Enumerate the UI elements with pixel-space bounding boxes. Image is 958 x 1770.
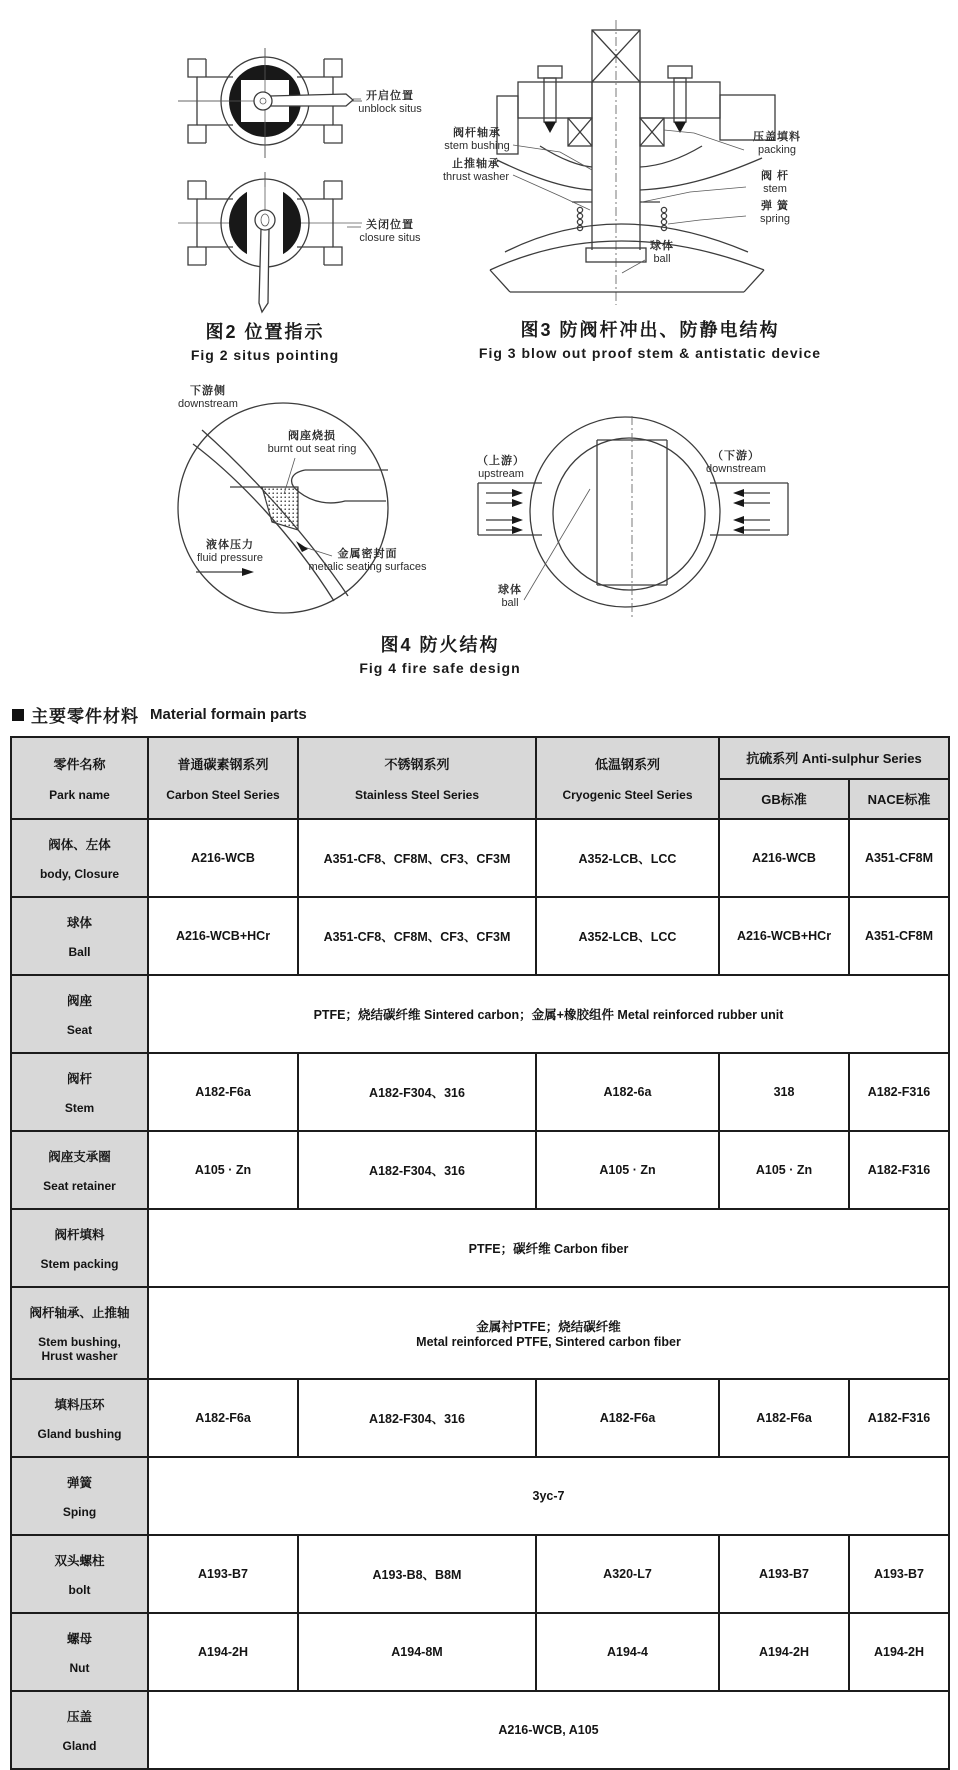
fig4-caption-en: Fig 4 fire safe design — [359, 659, 521, 676]
material-cell: A105 · Zn — [719, 1131, 849, 1209]
material-cell: A182-F304、316 — [298, 1379, 536, 1457]
open-position-label-zh: 开启位置 — [366, 90, 414, 102]
table-row-ball — [11, 897, 949, 975]
col-header-stainless-steel — [298, 737, 536, 819]
fig2-closed-position-label — [352, 219, 428, 245]
col-part-zh: 零件名称 — [53, 757, 106, 772]
material-cell: A194-8M — [298, 1613, 536, 1691]
material-cell: A351-CF8、CF8M、CF3、CF3M — [298, 897, 536, 975]
fig3-spring-label — [748, 200, 802, 226]
thrust-washer-label-zh: 止推轴承 — [452, 158, 500, 170]
part-name-cell — [11, 1691, 148, 1769]
col-stainless-zh: 不锈钢系列 — [384, 757, 450, 772]
fig4-caption-zh: 图4 防火结构 — [380, 635, 500, 655]
table-row-seat — [11, 975, 949, 1053]
fig2-position-drawing — [95, 35, 385, 325]
material-cell: A194-2H — [719, 1613, 849, 1691]
burnt-seat-ring-shape — [262, 487, 298, 530]
fig3-stem-bushing-label — [440, 127, 514, 153]
material-cell: A182-F6a — [148, 1379, 298, 1457]
burnt-seat-label-en: burnt out seat ring — [267, 443, 357, 456]
part-zh: 球体 — [66, 916, 92, 930]
closed-position-label-en: closure situs — [359, 232, 421, 245]
spring-label-zh: 弹 簧 — [760, 200, 790, 212]
part-en: body, Closure — [39, 867, 120, 881]
fig2-caption — [150, 321, 380, 364]
metal-seating-label-en: metalic seating surfaces — [308, 561, 427, 574]
part-zh: 阀杆轴承、止推轴 — [29, 1306, 130, 1320]
table-row-stem-packing — [11, 1209, 949, 1287]
stem-label-zh: 阀 杆 — [760, 170, 790, 182]
materials-table — [10, 736, 950, 1770]
fig2-open-position-label — [352, 90, 428, 116]
part-en: Sping — [62, 1505, 97, 1519]
part-en: Seat — [66, 1023, 93, 1037]
material-cell: A320-L7 — [536, 1535, 719, 1613]
table-row-nut — [11, 1613, 949, 1691]
col-cryogenic-zh: 低温钢系列 — [594, 757, 660, 772]
part-en: Seat retainer — [43, 1179, 116, 1193]
stem-label-en: stem — [763, 183, 787, 196]
col-header-nace: NACE标准 — [849, 779, 949, 819]
spring-label-en: spring — [760, 213, 790, 226]
fluid-pressure-label-en: fluid pressure — [196, 552, 264, 565]
upstream-label-en: upstream — [478, 468, 524, 481]
fig2-open-valve-drawing — [178, 48, 362, 158]
col-header-anti-sulphur: 抗硫系列 Anti-sulphur Series — [719, 737, 949, 779]
part-en: Gland bushing — [37, 1427, 122, 1441]
material-cell: A182-F6a — [719, 1379, 849, 1457]
fig2-closed-valve-drawing — [178, 172, 362, 312]
thrust-washer-label-en: thrust washer — [442, 171, 510, 184]
part-en: Ball — [68, 945, 91, 959]
material-cell: A216-WCB+HCr — [148, 897, 298, 975]
col-header-carbon-steel — [148, 737, 298, 819]
table-row-stem — [11, 1053, 949, 1131]
part-zh: 阀杆填料 — [54, 1228, 105, 1242]
material-cell: A216-WCB+HCr — [719, 897, 849, 975]
material-cell: 318 — [719, 1053, 849, 1131]
section-title-en: Material formain parts — [150, 706, 307, 723]
downstream-side-label-zh: 下游侧 — [190, 385, 226, 397]
part-name-cell — [11, 1131, 148, 1209]
fig3-packing-label — [745, 131, 809, 157]
material-cell: A182-F304、316 — [298, 1131, 536, 1209]
fig4-burnt-seat-label — [252, 430, 372, 456]
stem-bushing-label-en: stem bushing — [444, 140, 510, 153]
fig3-caption-en: Fig 3 blow out proof stem & antistatic device — [478, 344, 822, 361]
bolt-right-drawing — [668, 66, 692, 133]
material-cell: A182-F6a — [536, 1379, 719, 1457]
stem-bushing-label-zh: 阀杆轴承 — [453, 127, 501, 139]
table-row-gland-bushing — [11, 1379, 949, 1457]
materials-section-title — [12, 702, 307, 727]
fig4-ball-label-en: ball — [501, 597, 519, 610]
fig4-fluid-pressure-label — [188, 539, 272, 565]
part-name-cell — [11, 1053, 148, 1131]
col-cryogenic-en: Cryogenic Steel Series — [562, 788, 693, 802]
fig3-stem-label — [748, 170, 802, 196]
col-part-en: Park name — [49, 788, 110, 802]
fig3-ball-label-zh: 球体 — [650, 240, 674, 252]
material-cell: A182-F304、316 — [298, 1053, 536, 1131]
part-en: Stem bushing, Hrust washer — [38, 1335, 121, 1363]
part-name-cell — [11, 1613, 148, 1691]
part-en: Stem packing — [40, 1257, 119, 1271]
open-position-label-en: unblock situs — [358, 103, 422, 116]
material-cell: A182-F6a — [148, 1053, 298, 1131]
fig4-metal-seating-label — [300, 548, 435, 574]
material-cell: A351-CF8M — [849, 819, 949, 897]
downstream-label-en: downstream — [706, 463, 766, 476]
ball-leader-line — [524, 489, 590, 600]
fig3-ball-label — [640, 240, 684, 266]
fig4-upstream-label — [470, 455, 532, 481]
material-span-cell: 金属衬PTFE；烧结碳纤维 Metal reinforced PTFE, Sintered carbon fiber — [148, 1287, 949, 1379]
downstream-side-label-en: downstream — [178, 398, 238, 411]
part-name-cell — [11, 1535, 148, 1613]
table-row-bolt — [11, 1535, 949, 1613]
fig4-downstream-label — [700, 450, 772, 476]
fig3-caption-zh: 图3 防阀杆冲出、防静电结构 — [520, 320, 780, 340]
material-cell: A352-LCB、LCC — [536, 819, 719, 897]
col-header-part-name — [11, 737, 148, 819]
table-row-spring — [11, 1457, 949, 1535]
fig3-caption — [470, 319, 830, 362]
fig4-caption — [330, 634, 550, 677]
material-cell: A182-F316 — [849, 1053, 949, 1131]
part-zh: 填料压环 — [54, 1398, 105, 1412]
material-cell: A193-B7 — [148, 1535, 298, 1613]
material-span-cell: 3yc-7 — [148, 1457, 949, 1535]
col-header-cryogenic-steel — [536, 737, 719, 819]
flow-arrows-right — [733, 489, 770, 534]
material-cell: A193-B7 — [849, 1535, 949, 1613]
material-cell: A182-F316 — [849, 1131, 949, 1209]
table-row-body-closure — [11, 819, 949, 897]
fig2-caption-zh: 图2 位置指示 — [205, 322, 325, 342]
col-carbon-en: Carbon Steel Series — [166, 788, 280, 802]
part-name-cell — [11, 1287, 148, 1379]
fig4-ball-label — [488, 584, 532, 610]
part-zh: 阀座支承圈 — [48, 1150, 111, 1164]
part-zh: 阀体、左体 — [48, 838, 111, 852]
col-stainless-en: Stainless Steel Series — [354, 788, 480, 802]
material-span-cell: PTFE；烧结碳纤维 Sintered carbon；金属+橡胶组件 Metal reinforced rubber unit — [148, 975, 949, 1053]
port-outline-right — [710, 483, 788, 535]
part-en: Gland — [62, 1739, 97, 1753]
fig3-thrust-washer-label — [436, 158, 516, 184]
packing-label-zh: 压盖填料 — [753, 131, 801, 143]
part-zh: 弹簧 — [66, 1476, 92, 1490]
part-en: bolt — [68, 1583, 91, 1597]
fig4-downstream-side-label — [168, 385, 248, 411]
material-span-cell: A216-WCB, A105 — [148, 1691, 949, 1769]
packing-label-en: packing — [758, 144, 796, 157]
part-name-cell — [11, 897, 148, 975]
material-span-cell: PTFE；碳纤维 Carbon fiber — [148, 1209, 949, 1287]
material-cell: A194-2H — [148, 1613, 298, 1691]
material-cell: A194-4 — [536, 1613, 719, 1691]
table-row-gland — [11, 1691, 949, 1769]
upstream-label-zh: （上游） — [477, 455, 525, 467]
part-name-cell — [11, 1379, 148, 1457]
part-name-cell — [11, 975, 148, 1053]
material-cell: A352-LCB、LCC — [536, 897, 719, 975]
section-title-zh: 主要零件材料 — [31, 707, 139, 726]
part-name-cell — [11, 1209, 148, 1287]
metal-seating-label-zh: 金属密封面 — [337, 548, 398, 560]
part-name-cell — [11, 1457, 148, 1535]
table-row-stem-bushing — [11, 1287, 949, 1379]
bolt-left-drawing — [538, 66, 562, 133]
table-row-seat-retainer — [11, 1131, 949, 1209]
part-en: Stem — [64, 1101, 95, 1115]
part-name-cell — [11, 819, 148, 897]
material-cell: A193-B7 — [719, 1535, 849, 1613]
fig4-ball-label-zh: 球体 — [498, 584, 522, 596]
part-zh: 阀座 — [66, 994, 92, 1008]
part-zh: 双头螺柱 — [54, 1554, 105, 1568]
part-zh: 阀杆 — [66, 1072, 92, 1086]
material-cell: A182-6a — [536, 1053, 719, 1131]
bonnet-drawing — [497, 82, 775, 154]
fig3-ball-label-en: ball — [653, 253, 671, 266]
material-cell: A182-F316 — [849, 1379, 949, 1457]
material-cell: A216-WCB — [719, 819, 849, 897]
flow-arrows-left — [486, 489, 523, 534]
material-cell: A194-2H — [849, 1613, 949, 1691]
fluid-pressure-label-zh: 液体压力 — [206, 539, 254, 551]
burnt-seat-label-zh: 阀座烧损 — [288, 430, 336, 442]
section-marker-icon — [12, 709, 24, 721]
material-cell: A216-WCB — [148, 819, 298, 897]
material-cell: A105 · Zn — [536, 1131, 719, 1209]
part-en: Nut — [69, 1661, 90, 1675]
fig4-seat-detail-drawing — [160, 380, 410, 635]
fig2-caption-en: Fig 2 situs pointing — [190, 346, 340, 363]
material-cell: A351-CF8M — [849, 897, 949, 975]
material-cell: A105 · Zn — [148, 1131, 298, 1209]
part-zh: 螺母 — [66, 1632, 92, 1646]
col-header-gb: GB标准 — [719, 779, 849, 819]
downstream-label-zh: （下游） — [712, 450, 760, 462]
closed-position-label-zh: 关闭位置 — [366, 219, 414, 231]
bore-lines — [597, 440, 667, 585]
material-cell: A193-B8、B8M — [298, 1535, 536, 1613]
part-zh: 压盖 — [66, 1710, 92, 1724]
col-carbon-zh: 普通碳素钢系列 — [177, 757, 269, 772]
material-cell: A351-CF8、CF8M、CF3、CF3M — [298, 819, 536, 897]
